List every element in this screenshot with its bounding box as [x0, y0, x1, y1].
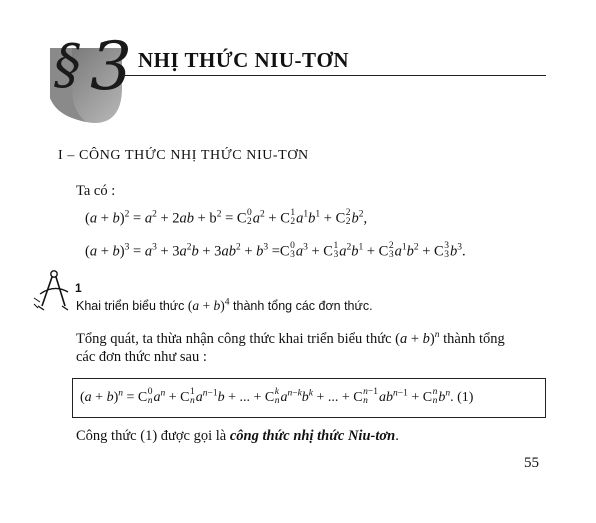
general-expression: $(a + b)^n$	[395, 330, 440, 347]
activity-expression: $(a + b)^4$	[187, 297, 230, 313]
conclusion-before: Công thức (1) được gọi là	[76, 428, 227, 444]
conclusion-after: .	[395, 428, 399, 444]
general-statement-line1	[76, 331, 505, 348]
general-text-after: thành tổng	[443, 331, 505, 347]
title-underline	[122, 75, 546, 76]
page-title: NHỊ THỨC NIU-TƠN	[138, 48, 350, 72]
compass-icon	[32, 268, 72, 312]
section-heading: I – CÔNG THỨC NHỊ THỨC NIU-TƠN	[58, 148, 309, 163]
general-statement-line2: các đơn thức như sau :	[76, 349, 207, 365]
intro-text: Ta có :	[76, 183, 116, 199]
conclusion-term: công thức nhị thức Niu-tơn	[229, 428, 396, 444]
activity-text-after: thành tổng các đơn thức.	[233, 299, 373, 313]
activity-number: 1	[75, 281, 82, 295]
activity-text	[76, 298, 373, 314]
binomial-formula: $(a + b)^n = C$ 0 n $a^n + C$ 1 n $a^{n-1}b$ + ... + C k n $a^{n-k}b^k$ + ... + C n−1 n $ab^{n-1} + C$ n n $b^n$. (1)	[80, 387, 474, 406]
formula-cube: $(a + b)^3 = a^3 + 3a^2b + 3ab^2 + b^3 =C$ 0 3 $a^3 + C$ 1 3 $a^2b^1 + C$ 2 3 $a^1b^2 + C$ 3 3 $b^3$.	[85, 241, 466, 260]
formula-square: $(a + b)^2 = a^2 + 2ab + b^2 = C$ 0 2 $a^2 + C$ 1 2 $a^1b^1 + C$ 2 2 $b^2$,	[85, 208, 368, 227]
general-text-before: Tổng quát, ta thừa nhận công thức khai triển biểu thức	[76, 331, 392, 347]
page-number: 55	[524, 455, 539, 471]
formula-label: (1)	[457, 390, 474, 406]
conclusion-text	[76, 428, 399, 445]
section-number: 3	[90, 28, 132, 105]
section-symbol: §	[54, 33, 81, 96]
activity-text-before: Khai triển biểu thức	[76, 299, 185, 313]
